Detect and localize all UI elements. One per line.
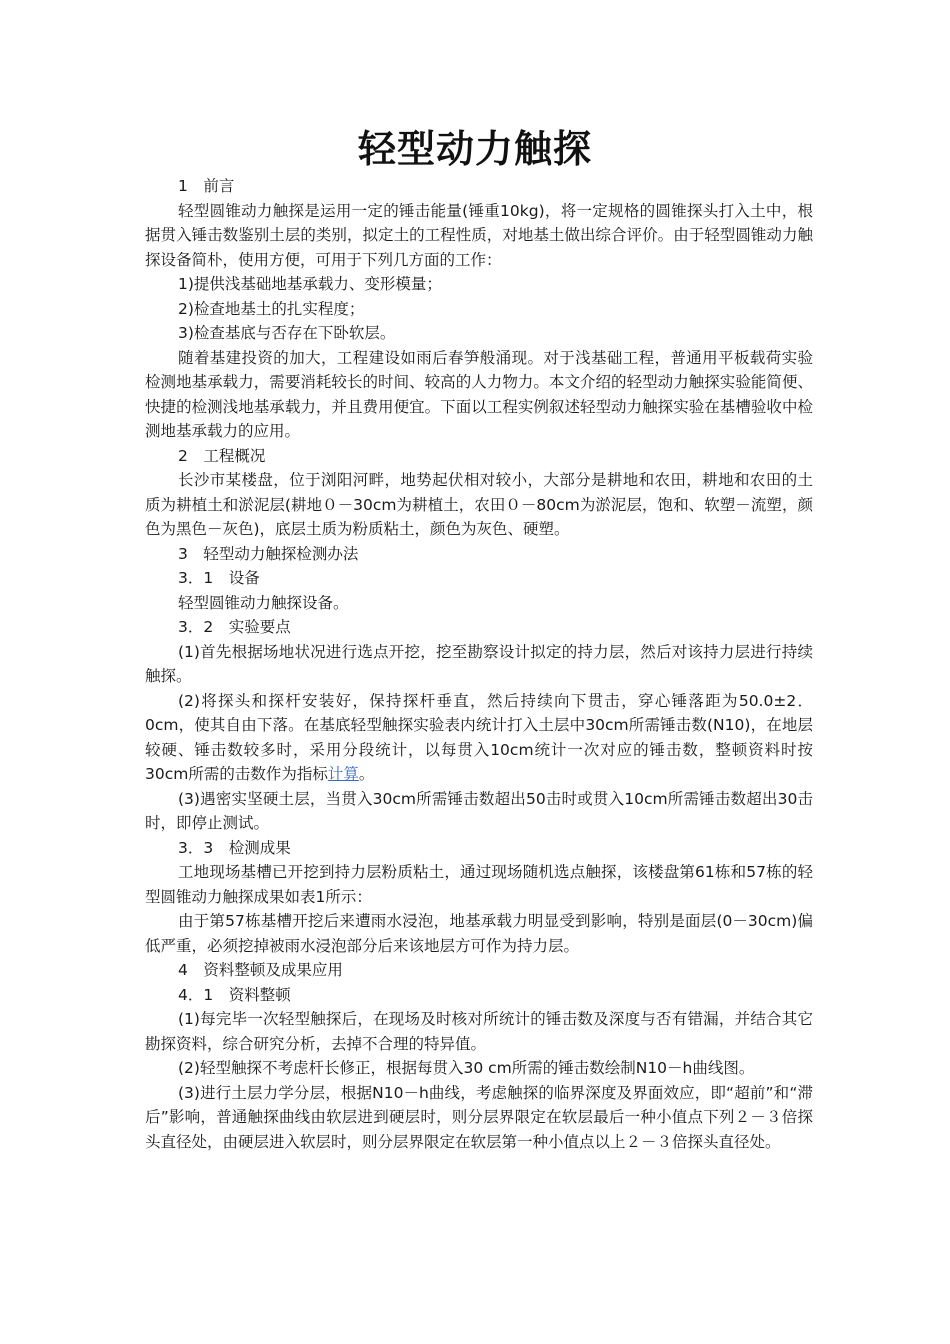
paragraph-equipment: 轻型圆锥动力触探设备。 bbox=[178, 593, 349, 612]
list-item-3: 3)检查基底与否存在下卧软层。 bbox=[178, 324, 396, 342]
paragraph-results-note: 由于第57栋基槽开挖后来遭雨水浸泡，地基承载力明显受到影响，特别是面层(0－30cm)偏低严重，必须挖掉被雨水浸泡部分后来该地层方可作为持力层。 bbox=[145, 912, 813, 955]
step-2-end: 。 bbox=[358, 765, 375, 783]
paragraph-step-1: (1)首先根据场地状况进行选点开挖，挖至勘察设计拟定的持力层，然后对该持力层进行持续触探。 bbox=[145, 642, 813, 685]
paragraph-intro: 轻型圆锥动力触探是运用一定的锤击能量(锤重10kg)，将一定规格的圆锥探头打入土中，根据贯入锤击数鉴别土层的类别，拟定土的工程性质，对地基土做出综合评价。由于轻型圆锥动力触探设备简朴，使用方便，可用于下列几方面的工作： bbox=[145, 201, 813, 269]
list-item-2: 2)检查地基土的扎实程度； bbox=[178, 299, 365, 318]
paragraph-data-3: (3)进行土层力学分层，根据N10－h曲线，考虑触探的临界深度及界面效应，即“超前”和“滞后”影响，普通触探曲线由软层进到硬层时，则分层界限定在软层最后一种小值点下列２－３倍探头直径处，由硬层进入软层时，则分层界限定在软层第一种小值点以上２－３倍探头直径处。 bbox=[145, 1083, 813, 1151]
section-heading-1: 1 前言 bbox=[178, 177, 235, 195]
paragraph-step-3: (3)遇密实坚硬土层，当贯入30cm所需锤击数超出50击时或贯入10cm所需锤击数超出30击时，即停止测试。 bbox=[145, 789, 813, 832]
paragraph-data-2: (2)轻型触探不考虑杆长修正，根据每贯入30 cm所需的锤击数绘制N10－h曲线图。 bbox=[178, 1059, 755, 1077]
subsection-heading-3-2: 3．2 实验要点 bbox=[178, 618, 291, 636]
section-heading-3: 3 轻型动力触探检测办法 bbox=[178, 544, 359, 563]
paragraph-project-overview: 长沙市某楼盘，位于浏阳河畔，地势起伏相对较小，大部分是耕地和农田，耕地和农田的土质为耕植土和淤泥层(耕地０－30cm为耕植土，农田０－80cm为淤泥层，饱和、软塑－流塑，颜色为黑色－灰色)，底层土质为粉质粘土，颜色为灰色、硬塑。 bbox=[145, 471, 813, 538]
paragraph-step-2 bbox=[145, 689, 813, 787]
calculation-link[interactable]: 计算 bbox=[327, 765, 359, 783]
paragraph-data-1: (1)每完毕一次轻型触探后，在现场及时核对所统计的锤击数及深度与否有错漏，并结合其它勘探资料，综合研究分析，去掉不合理的特异值。 bbox=[145, 1010, 813, 1053]
step-2-text: (2)将探头和探杆安装好，保持探杆垂直，然后持续向下贯击，穿心锤落距为50.0±2．0cm，使其自由下落。在基底轻型触探实验表内统计打入土层中30cm所需锤击数(N10)，在地层较硬、锤击数较多时，采用分段统计，以每贯入10cm统计一次对应的锤击数，整顿资料时按30cm所需的击数作为指标 bbox=[145, 691, 813, 783]
subsection-heading-3-3: 3．3 检测成果 bbox=[178, 838, 291, 857]
document-body bbox=[145, 174, 813, 1154]
subsection-heading-3-1: 3．1 设备 bbox=[178, 569, 260, 587]
paragraph-background: 随着基建投资的加大，工程建设如雨后春笋般涌现。对于浅基础工程，普通用平板载荷实验检测地基承载力，需要消耗较长的时间、较高的人力物力。本文介绍的轻型动力触探实验能简便、快捷的检测浅地基承载力，并且费用便宜。下面以工程实例叙述轻型动力触探实验在基槽验收中检测地基承载力的应用。 bbox=[145, 348, 813, 440]
section-heading-4: 4 资料整顿及成果应用 bbox=[178, 961, 343, 979]
list-item-1: 1)提供浅基础地基承载力、变形模量； bbox=[178, 275, 442, 293]
section-heading-2: 2 工程概况 bbox=[178, 446, 266, 465]
document-title: 轻型动力触探 bbox=[357, 126, 592, 171]
subsection-heading-4-1: 4．1 资料整顿 bbox=[178, 985, 291, 1004]
paragraph-results: 工地现场基槽已开挖到持力层粉质粘土，通过现场随机选点触探，该楼盘第61栋和57栋的轻型圆锥动力触探成果如表1所示： bbox=[145, 863, 813, 906]
